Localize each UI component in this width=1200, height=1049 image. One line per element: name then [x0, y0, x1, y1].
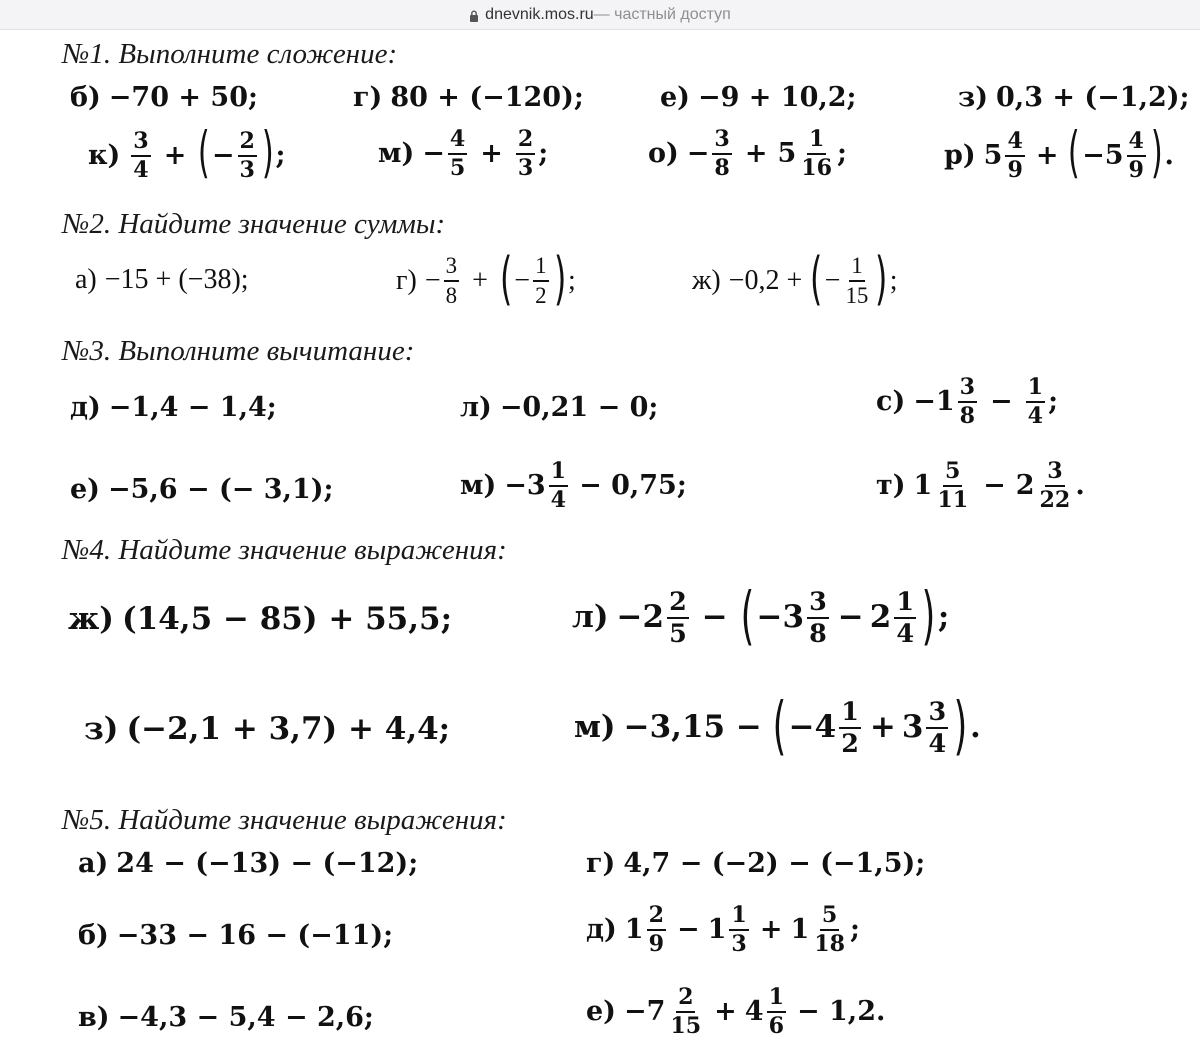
- exercise-5-e: е) −7 $\frac{2}{15}$ + 4 $\frac{1}{6}$ − 1,2.: [586, 984, 886, 1039]
- private-access-label: — частный доступ: [593, 5, 731, 23]
- exercise-1-e: е) −9 + 10,2;: [660, 82, 857, 113]
- exercise-2-a: а) −15 + (−38);: [75, 264, 249, 295]
- section-4-heading: №4. Найдите значение выражения:: [62, 534, 507, 566]
- exercise-4-m: м) −3,15 − ( −4 $\frac{1}{2}$ + 3 $\frac{3}{4}$ ) .: [574, 688, 981, 762]
- exercise-1-m: м) − $\frac{4}{5}$ + $\frac{2}{3}$ ;: [378, 126, 549, 181]
- exercise-3-e: е) −5,6 − (− 3,1);: [70, 474, 334, 505]
- section-3-heading: №3. Выполните вычитание:: [62, 335, 415, 367]
- exercise-3-s: с) −1 $\frac{3}{8}$ − $\frac{1}{4}$ ;: [876, 374, 1059, 429]
- section-2-heading: №2. Найдите значение суммы:: [62, 208, 446, 240]
- exercise-3-l: л) −0,21 − 0;: [460, 392, 659, 423]
- exercise-5-b: б) −33 − 16 − (−11);: [78, 920, 394, 951]
- exercise-2-g: г) − $\frac{3}{8}$ + ( − $\frac{1}{2}$ ) ;: [396, 245, 576, 312]
- exercise-1-z: з) 0,3 + (−1,2);: [958, 82, 1190, 113]
- section-1-heading: №1. Выполните сложение:: [62, 38, 398, 70]
- exercise-3-d: д) −1,4 − 1,4;: [70, 392, 277, 423]
- exercise-5-g: г) 4,7 − (−2) − (−1,5);: [586, 848, 926, 879]
- exercise-1-b: б) −70 + 50;: [70, 82, 258, 113]
- exercise-3-t: т) 1 $\frac{5}{11}$ − 2 $\frac{3}{22}$ .: [876, 458, 1085, 513]
- worksheet: [0, 30, 1200, 1049]
- exercise-5-v: в) −4,3 − 5,4 − 2,6;: [78, 1002, 374, 1033]
- exercise-5-d: д) 1 $\frac{2}{9}$ − 1 $\frac{1}{3}$ + 1 $\frac{5}{18}$ ;: [586, 902, 860, 957]
- exercise-3-m: м) −3 $\frac{1}{4}$ − 0,75;: [460, 458, 687, 513]
- exercise-1-k: к) $\frac{3}{4}$ + ( − $\frac{2}{3}$ ) ;: [88, 121, 286, 185]
- exercise-1-o: о) − $\frac{3}{8}$ + 5 $\frac{1}{16}$ ;: [648, 126, 848, 181]
- section-5-heading: №5. Найдите значение выражения:: [62, 804, 507, 836]
- exercise-2-zh: ж) −0,2 + ( − $\frac{1}{15}$ ) ;: [692, 245, 898, 312]
- exercise-5-a: а) 24 − (−13) − (−12);: [78, 848, 419, 879]
- exercise-4-l: л) −2 $\frac{2}{5}$ − ( −3 $\frac{3}{8}$ − 2 $\frac{1}{4}$ ) ;: [572, 578, 950, 652]
- exercise-4-zh: ж) (14,5 − 85) + 55,5;: [68, 601, 453, 637]
- exercise-1-r: р) 5 $\frac{4}{9}$ + ( −5 $\frac{4}{9}$ ) .: [944, 121, 1174, 185]
- url-domain: dnevnik.mos.ru: [485, 5, 594, 23]
- browser-url-bar[interactable]: [0, 0, 1200, 30]
- exercise-4-z: з) (−2,1 + 3,7) + 4,4;: [84, 711, 451, 747]
- lock-icon: [469, 10, 479, 22]
- exercise-1-g: г) 80 + (−120);: [353, 82, 584, 113]
